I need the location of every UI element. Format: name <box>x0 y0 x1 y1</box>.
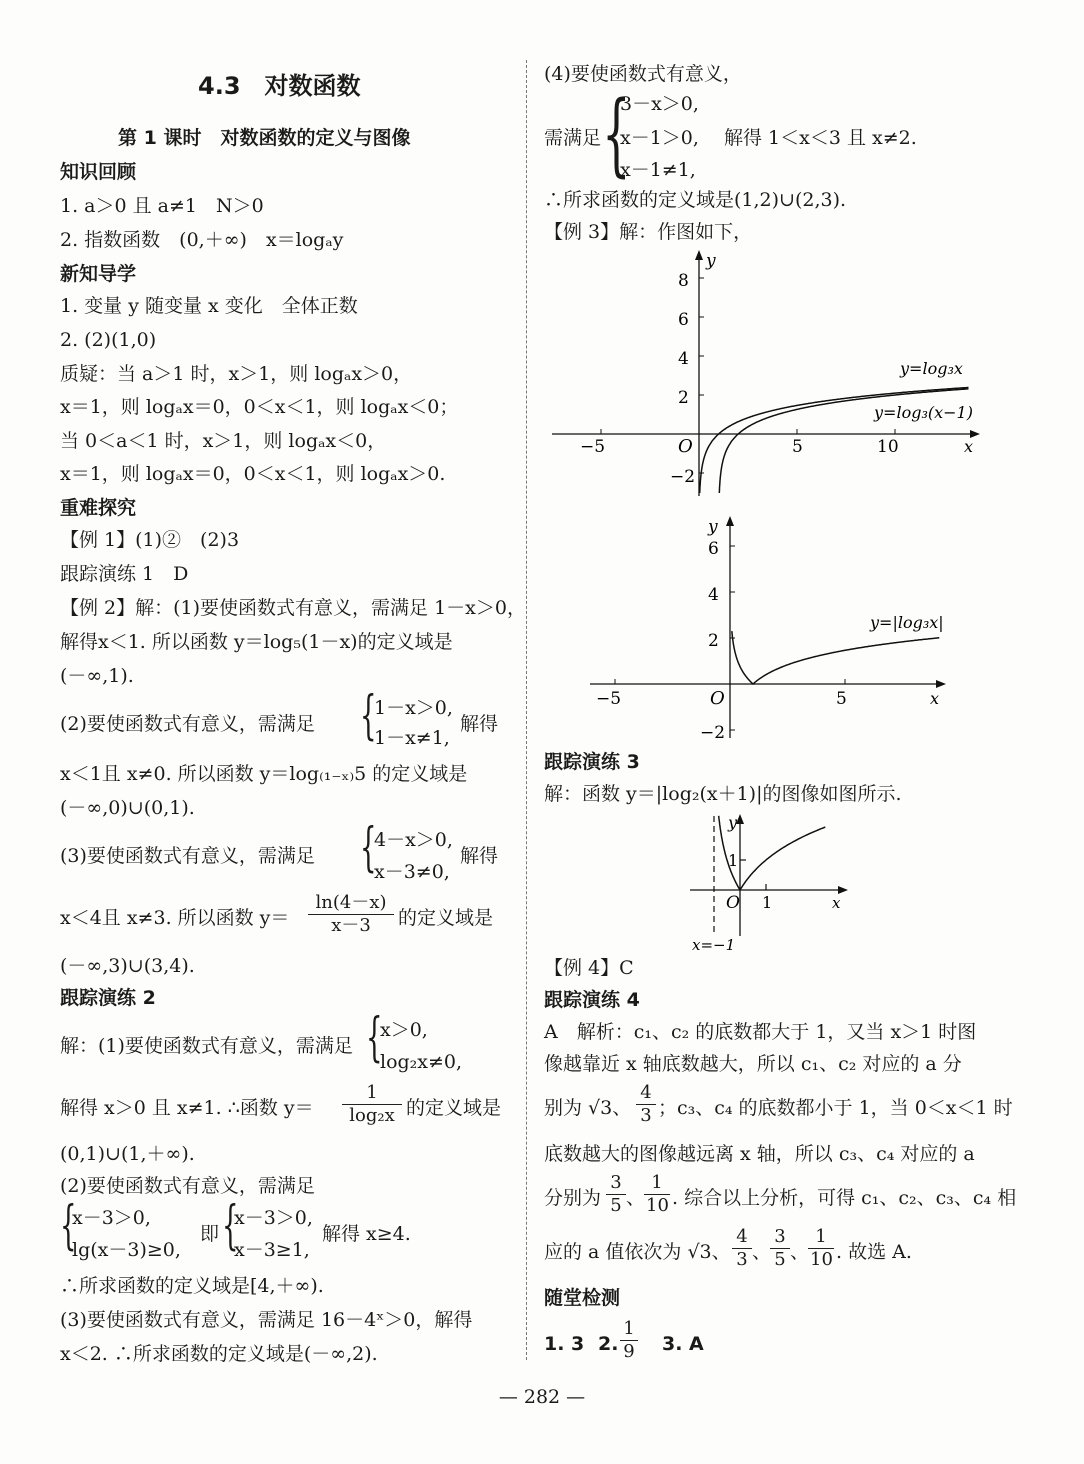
example-2-line-1: 【例 2】解：(1)要使函数式有意义，需满足 1－x＞0， <box>60 597 526 619</box>
condition: x－3＞0, <box>72 1207 151 1229</box>
example-2-line-3: (－∞,1). <box>60 665 134 687</box>
condition: lg(x－3)≥0, <box>72 1239 181 1261</box>
y-axis-label: y <box>708 517 718 537</box>
condition: 3－x＞0, <box>620 93 699 115</box>
fraction-den: 10 <box>646 1195 669 1216</box>
question-line-4: x＝1，则 logₐx＝0，0＜x＜1，则 logₐx＞0. <box>60 463 446 485</box>
track-2-line-7: (3)要使函数式有意义，需满足 16－4ˣ＞0，解得 <box>60 1309 473 1331</box>
origin-label: O <box>678 436 693 457</box>
y-tick-label: −2 <box>700 723 726 743</box>
graph-abs-log2 <box>674 808 874 952</box>
page-number: — 282 — <box>498 1386 586 1408</box>
track-4-line-5: 分别为 <box>544 1187 602 1209</box>
curve-label-2: y=log₃(x−1) <box>874 403 973 422</box>
review-heading: 知识回顾 <box>60 161 137 183</box>
x-tick-label: 10 <box>877 437 899 457</box>
condition: x－3＞0, <box>234 1207 313 1229</box>
example-2-part2: (2)要使函数式有意义，需满足 <box>60 713 315 735</box>
fraction-1-10 <box>808 1226 834 1271</box>
example-2-line-5: x＜1且 x≠0. 所以函数 y＝log₍₁₋ₓ₎5 的定义域是 <box>60 763 468 785</box>
one-x-label: 1 <box>762 893 773 912</box>
fraction-num: 1 <box>808 1226 834 1249</box>
review-item-1: 1. a＞0 且 a≠1 N＞0 <box>60 195 264 217</box>
track-1: 跟踪演练 1 D <box>60 563 189 585</box>
condition: x－3≥1, <box>234 1239 310 1261</box>
track-3-line-1: 解：函数 y＝|log₂(x＋1)|的图像如图所示. <box>544 783 902 805</box>
column-divider <box>526 60 527 1360</box>
track-4-line-6-tail: . 故选 A. <box>836 1241 912 1263</box>
x-axis-label: x <box>930 689 940 708</box>
example-2-tail: 的定义域是 <box>398 907 494 929</box>
x-axis-label: x <box>832 894 841 912</box>
track-2-tail: 的定义域是 <box>406 1097 502 1119</box>
example-2-line-9: (－∞,3)∪(3,4). <box>60 955 195 977</box>
y-tick-label: 4 <box>708 585 719 605</box>
track-4-heading: 跟踪演练 4 <box>544 989 640 1011</box>
part4-line-1: (4)要使函数式有意义， <box>544 63 742 85</box>
part4-line-2: 需满足 <box>544 127 602 149</box>
x-axis-label: x <box>964 437 974 456</box>
fraction-num: 3 <box>606 1172 626 1195</box>
y-tick-label: 4 <box>678 349 689 369</box>
fraction-4-3 <box>636 1082 656 1127</box>
fraction-num: 1 <box>644 1172 670 1195</box>
new-item-1: 1. 变量 y 随变量 x 变化 全体正数 <box>60 295 358 317</box>
solve-word: 解得 <box>460 713 499 735</box>
check-answer-2: 2. <box>598 1333 619 1355</box>
track-2-heading: 跟踪演练 2 <box>60 987 156 1009</box>
one-y-label: 1 <box>728 851 739 870</box>
y-tick-label: 6 <box>678 310 689 330</box>
track-2-line-2: 解得 x＞0 且 x≠1. ∴函数 y＝ <box>60 1097 314 1119</box>
x-tick-label: −5 <box>580 437 606 457</box>
graph-abs-log3 <box>584 512 984 752</box>
x-axis-arrow <box>838 886 848 894</box>
condition: x－3≠0, <box>374 861 450 883</box>
y-tick-label: 8 <box>678 271 689 291</box>
brace: { <box>222 1196 239 1256</box>
fraction-num: 1 <box>620 1318 638 1341</box>
separator: 、 <box>790 1241 810 1263</box>
brace: { <box>360 818 377 878</box>
part4-result: 解得 1＜x＜3 且 x≠2. <box>724 127 917 149</box>
y-axis-arrow <box>695 250 703 260</box>
question-line-2: x＝1，则 logₐx＝0，0＜x＜1，则 logₐx＜0； <box>60 396 459 418</box>
example-2-line-8: x＜4且 x≠3. 所以函数 y＝ <box>60 907 290 929</box>
fraction <box>308 892 394 937</box>
y-tick-label: −2 <box>670 467 696 487</box>
condition: 1－x＞0, <box>374 697 453 719</box>
section-title: 4.3 对数函数 <box>198 72 361 100</box>
curve-abs-log3x <box>732 631 940 684</box>
review-item-2: 2. 指数函数 (0,＋∞) x＝logₐy <box>60 229 344 251</box>
namely-word: 即 <box>200 1223 220 1245</box>
separator: 、 <box>752 1241 772 1263</box>
fraction-1-9 <box>620 1318 638 1363</box>
y-tick-label: 2 <box>708 631 719 651</box>
fraction-den: x－3 <box>331 915 371 936</box>
track-4-line-5-tail: . 综合以上分析，可得 c₁、c₂、c₃、c₄ 相 <box>672 1187 1017 1209</box>
condition: log₂x≠0, <box>380 1051 463 1073</box>
origin-label: O <box>726 893 740 913</box>
y-axis-arrow <box>736 814 744 824</box>
fraction-3-5 <box>606 1172 626 1217</box>
track-4-line-3: 别为 √3、 <box>544 1097 632 1119</box>
check-answer-3: 3. A <box>662 1333 704 1355</box>
fraction-num: 1 <box>342 1082 402 1105</box>
track-2-line-6: ∴所求函数的定义域是[4,＋∞). <box>60 1275 324 1297</box>
track-4-line-1: A 解析：c₁、c₂ 的底数都大于 1，又当 x＞1 时图 <box>544 1021 977 1043</box>
y-tick-label: 6 <box>708 539 719 559</box>
condition: x＞0, <box>380 1019 428 1041</box>
brace: { <box>360 686 377 746</box>
fraction-den: 5 <box>774 1249 786 1270</box>
example-2-line-2: 解得x＜1. 所以函数 y＝log₅(1－x)的定义域是 <box>60 631 453 653</box>
fraction-3-5 <box>770 1226 790 1271</box>
fraction <box>342 1082 402 1127</box>
fraction-4-3 <box>732 1226 752 1271</box>
track-4-line-4: 底数越大的图像越远离 x 轴，所以 c₃、c₄ 对应的 a <box>544 1143 975 1165</box>
lesson-title: 第 1 课时 对数函数的定义与图像 <box>118 127 411 149</box>
condition: 1－x≠1, <box>374 727 450 749</box>
check-heading: 随堂检测 <box>544 1287 621 1309</box>
curve-label-1: y=log₃x <box>900 359 963 378</box>
fraction-1-10 <box>644 1172 670 1217</box>
x-tick-label: −5 <box>596 689 622 709</box>
fraction-den: 5 <box>610 1195 622 1216</box>
condition: x－1＞0, <box>620 127 699 149</box>
brace: { <box>60 1196 77 1256</box>
key-heading: 重难探究 <box>60 497 137 519</box>
condition: x－1≠1, <box>620 159 696 181</box>
track-4-line-3-tail: ；c₃、c₄ 的底数都小于 1，当 0＜x＜1 时 <box>658 1097 1013 1119</box>
fraction-den: log₂x <box>349 1105 395 1126</box>
graph-log3 <box>552 246 982 506</box>
curve-label: y=|log₃x| <box>870 613 944 632</box>
fraction-den: 10 <box>810 1249 833 1270</box>
fraction-num: 3 <box>770 1226 790 1249</box>
track-4-line-2: 像越靠近 x 轴底数越大，所以 c₁、c₂ 对应的 a 分 <box>544 1053 962 1075</box>
brace: { <box>602 82 631 187</box>
question-line-1: 质疑：当 a＞1 时，x＞1，则 logₐx＞0， <box>60 363 413 385</box>
part4-line-3: ∴所求函数的定义域是(1,2)∪(2,3). <box>544 189 847 211</box>
new-heading: 新知导学 <box>60 263 137 285</box>
solve-result: 解得 x≥4. <box>322 1223 411 1245</box>
solve-word: 解得 <box>460 845 499 867</box>
condition: 4－x＞0, <box>374 829 453 851</box>
y-axis-label: y <box>728 813 738 832</box>
asymptote-label: x=−1 <box>692 936 736 952</box>
y-tick-label: 2 <box>678 388 689 408</box>
example-3: 【例 3】解：作图如下， <box>544 221 753 243</box>
x-axis-arrow <box>936 680 946 688</box>
brace: { <box>366 1008 383 1068</box>
fraction-den: 9 <box>623 1341 635 1362</box>
fraction-num: ln(4－x) <box>308 892 394 915</box>
track-2-line-8: x＜2. ∴所求函数的定义域是(－∞,2). <box>60 1343 378 1365</box>
x-tick-label: 5 <box>836 689 847 709</box>
check-answer-1: 1. 3 <box>544 1333 585 1355</box>
fraction-den: 3 <box>736 1249 748 1270</box>
example-2-part3: (3)要使函数式有意义，需满足 <box>60 845 315 867</box>
question-line-3: 当 0＜a＜1 时，x＞1，则 logₐx＜0， <box>60 430 387 452</box>
example-4: 【例 4】C <box>544 957 634 979</box>
y-axis-label: y <box>706 251 716 271</box>
track-2-line-3: (0,1)∪(1,＋∞). <box>60 1143 195 1165</box>
fraction-den: 3 <box>640 1105 652 1126</box>
fraction-num: 4 <box>732 1226 752 1249</box>
ticks <box>601 278 895 473</box>
x-tick-label: 5 <box>792 437 803 457</box>
origin-label: O <box>710 688 725 709</box>
new-item-2: 2. (2)(1,0) <box>60 329 157 351</box>
example-2-line-6: (－∞,0)∪(0,1). <box>60 797 195 819</box>
track-2-line-1: 解：(1)要使函数式有意义，需满足 <box>60 1035 353 1057</box>
example-1: 【例 1】(1)② (2)3 <box>60 529 240 551</box>
y-axis-arrow <box>726 516 734 526</box>
fraction-num: 4 <box>636 1082 656 1105</box>
track-3-heading: 跟踪演练 3 <box>544 751 640 773</box>
separator: 、 <box>626 1187 646 1209</box>
track-2-line-4: (2)要使函数式有意义，需满足 <box>60 1175 315 1197</box>
track-4-line-6: 应的 a 值依次为 √3、 <box>544 1241 731 1263</box>
